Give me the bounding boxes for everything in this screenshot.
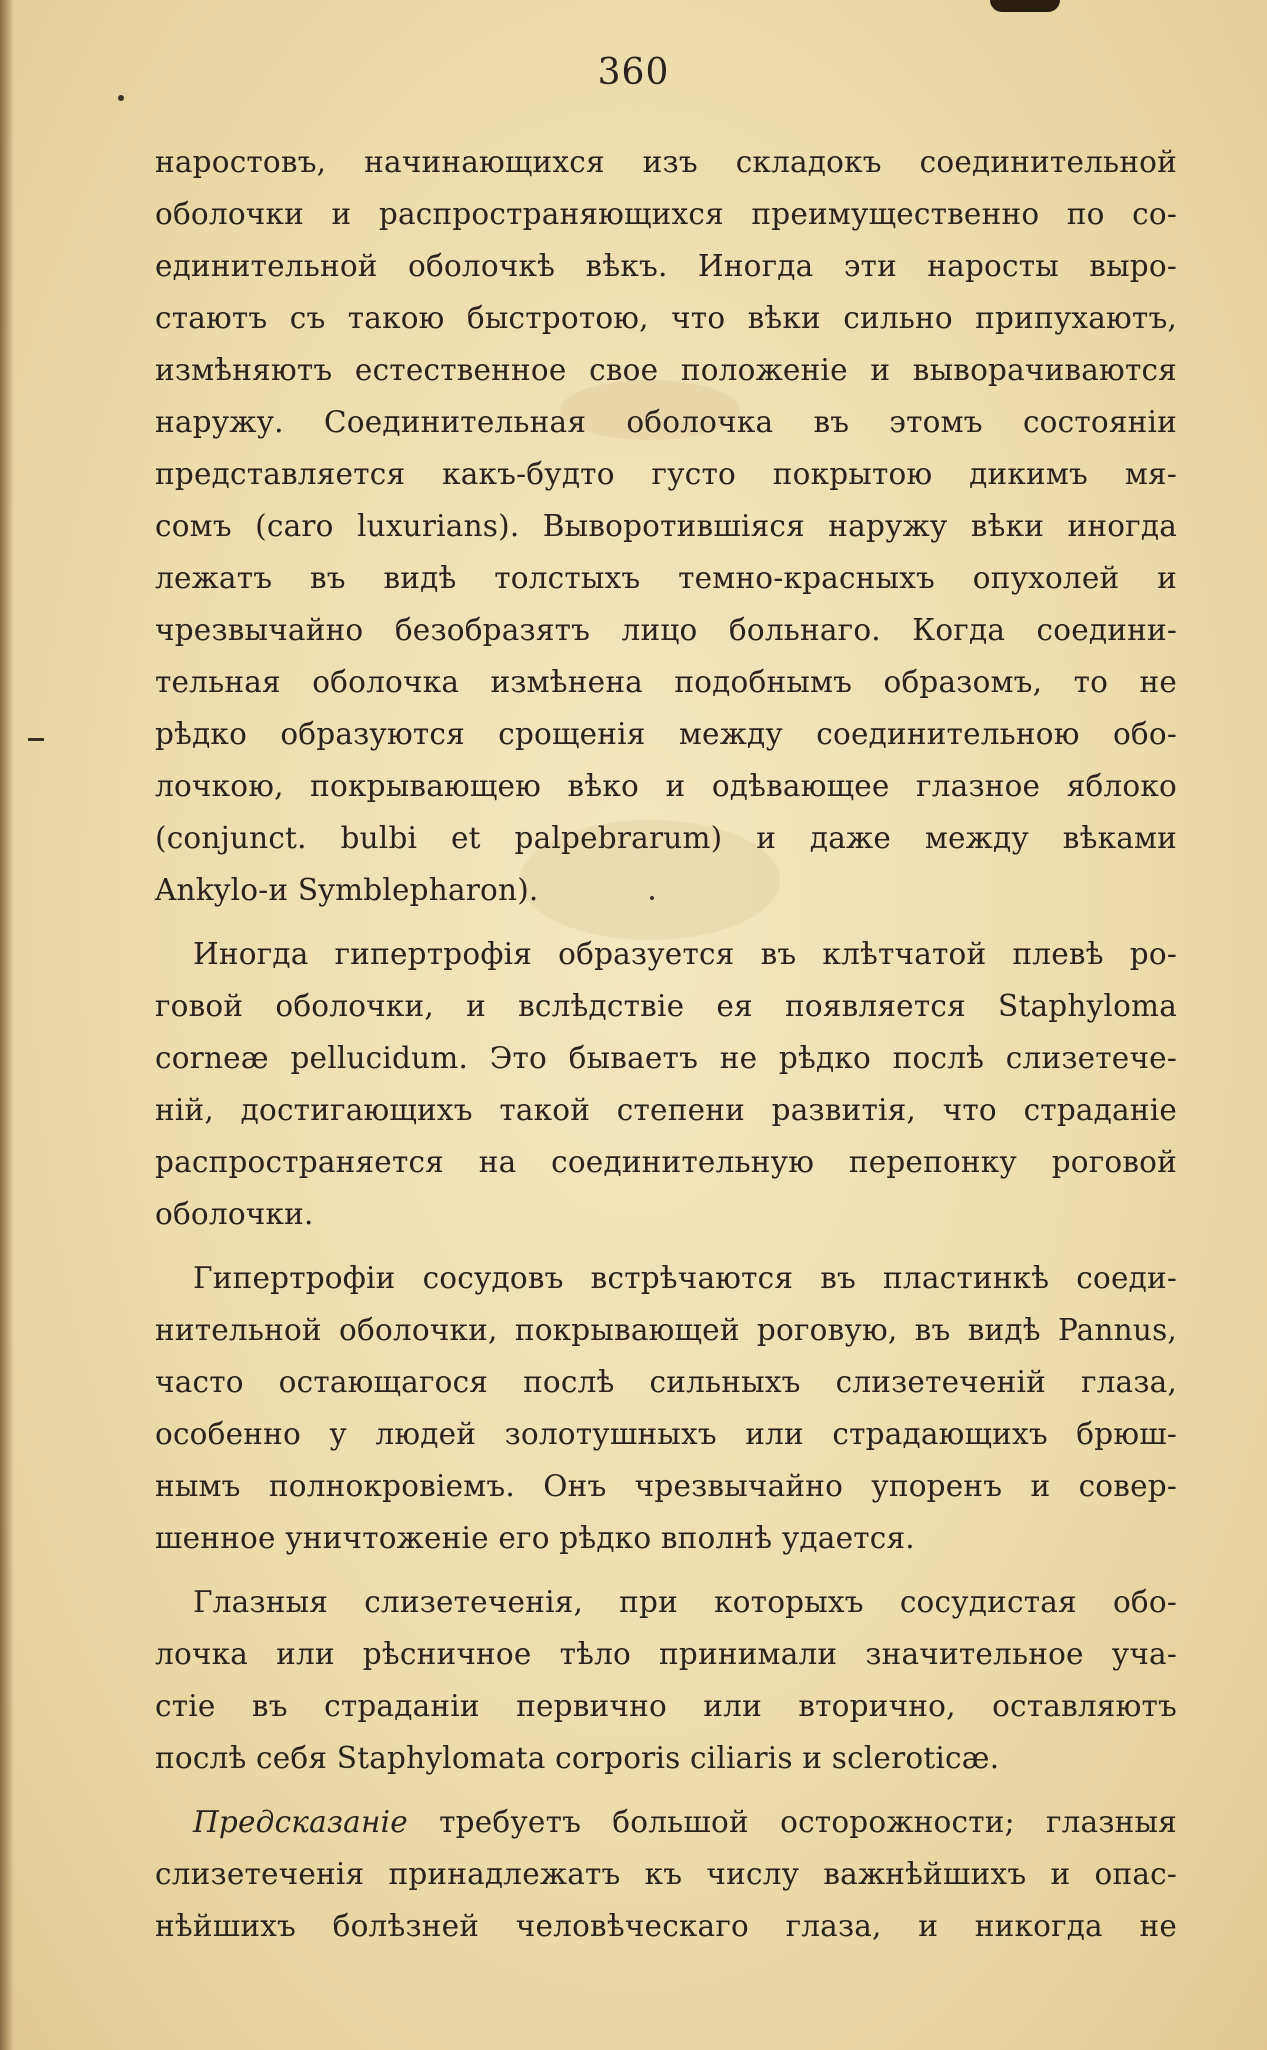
text-line: ній, достигающихъ такой степени развитія, что страданіе [155,1093,1177,1127]
text-line: оболочки. [155,1197,314,1231]
text-line: наружу. Соединительная оболочка въ этомъ состояніи [155,405,1177,439]
text-line: наростовъ, начинающихся изъ складокъ соединительной [155,145,1177,179]
text-line: чрезвычайно безобразятъ лицо больнаго. Когда соедини- [155,613,1177,647]
text-line: тельная оболочка измѣнена подобнымъ образомъ, то не [155,665,1177,699]
paragraph [155,928,1177,1240]
text-line: лочка или рѣсничное тѣло принимали значительное уча- [155,1637,1177,1671]
text-line: Предсказаніе требуетъ большой осторожности; глазныя [193,1805,1177,1839]
text-line: шенное уничтоженіе его рѣдко вполнѣ удается. [155,1521,915,1555]
text-line: рѣдко образуются срощенія между соединительною обо- [155,717,1177,751]
text-line: Иногда гипертрофія образуется въ клѣтчатой плевѣ ро- [193,937,1177,971]
text-line: единительной оболочкѣ вѣкъ. Иногда эти наросты выро- [155,249,1177,283]
page-number: 360 [597,52,670,93]
text-line: особенно у людей золотушныхъ или страдающихъ брюш- [155,1417,1177,1451]
paragraph [155,136,1177,916]
margin-dash [28,738,44,741]
emphasis-word: Предсказаніе [193,1805,408,1839]
text-line: говой оболочки, и вслѣдствіе ея появляется Staphyloma [155,989,1177,1023]
text-line: нѣйшихъ болѣзней человѣческаго глаза, и никогда не [155,1909,1177,1943]
text-line: сомъ (caro luxurians). Вывoротившіяся наружу вѣки иногда [155,509,1177,543]
text-line: Глазныя слизетеченія, при которыхъ сосудистая обо- [193,1585,1177,1619]
text-line: лежатъ въ видѣ толстыхъ темно-красныхъ опухолей и [155,561,1177,595]
document-body [155,136,1177,1952]
text-line: распространяется на соединительную перепонку роговой [155,1145,1177,1179]
text-line: слизетеченія принадлежатъ къ числу важнѣйшихъ и опас- [155,1857,1177,1891]
text-line: Ankylo-и Symblepharon). [155,873,539,907]
text-line: стіе въ страданіи первично или вторично, оставляютъ [155,1689,1177,1723]
margin-dot [118,95,124,101]
text-line: (conjunct. bulbi et palpebrarum) и даже между вѣками [155,821,1177,855]
text-line: представляется какъ-будто густо покрытою дикимъ мя- [155,457,1177,491]
text-line: часто остающагося послѣ сильныхъ слизетеченій глаза, [155,1365,1177,1399]
text-line: corneæ pellucidum. Это бываетъ не рѣдко послѣ слизетече- [155,1041,1177,1075]
text-line: нымъ полнокровіемъ. Онъ чрезвычайно упоренъ и совер- [155,1469,1177,1503]
text-line: Гипертрофіи сосудовъ встрѣчаются въ пластинкѣ соеди- [193,1261,1177,1295]
ink-blot-top [990,0,1060,12]
paragraph [155,1252,1177,1564]
text-line: послѣ себя Staphylomata corporis ciliaris и scleroticæ. [155,1741,1000,1775]
text-line: оболочки и распространяющихся преимущественно по со- [155,197,1177,231]
text-line: лочкою, покрывающею вѣко и одѣвающее глазное яблоко [155,769,1177,803]
text-line: стаютъ съ такою быстротою, что вѣки сильно припухаютъ, [155,301,1177,335]
paragraph [155,1796,1177,1952]
paragraph [155,1576,1177,1784]
text-line: измѣняютъ естественное свое положеніе и выворачиваются [155,353,1177,387]
page-edge-shadow [0,0,14,2050]
text-line: нительной оболочки, покрывающей роговую, въ видѣ Pannus, [155,1313,1177,1347]
